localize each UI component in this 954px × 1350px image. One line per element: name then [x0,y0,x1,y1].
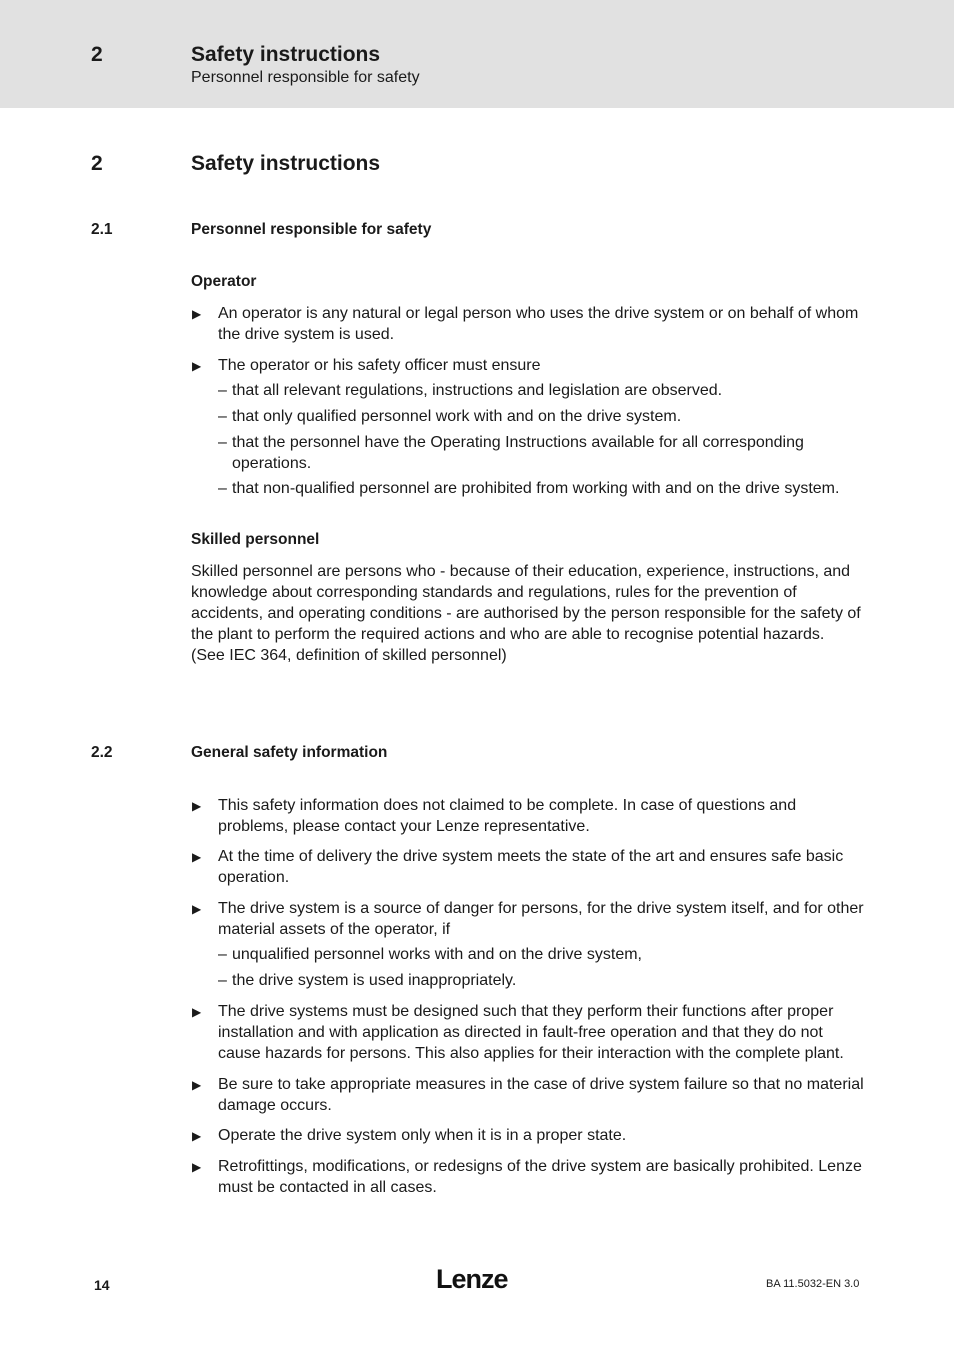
dash-item: – that all relevant regulations, instructions and legislation are observed. [218,382,723,399]
list-item: ▶ At the time of delivery the drive system meets the state of the art and ensures safe basic operation. [192,848,844,886]
header-chapter-number: 2 [91,43,103,66]
bullet-arrow-icon: ▶ [192,850,202,864]
bullet-arrow-icon: ▶ [192,902,202,916]
bullet-arrow-icon: ▶ [192,1160,202,1174]
dash-mark: – [218,480,227,497]
list-item: ▶ The drive systems must be designed such that they perform their functions after proper installation and with application as directed in fault-free operation and that they do not cause hazards for persons. This also applies for their interaction with the complete plant. [192,1003,844,1062]
dash-item: – that only qualified personnel work with and on the drive system. [218,408,682,425]
section-2-2-number: 2.2 [91,744,113,761]
reference-note: (See IEC 364, definition of skilled personnel) [191,647,507,664]
dash-item: – unqualified personnel works with and on the drive system, [218,946,642,963]
dash-mark: – [218,946,227,963]
skilled-personnel-heading: Skilled personnel [191,531,320,548]
section-2-2-title: General safety information [191,744,388,761]
list-item: ▶ Retrofittings, modifications, or redesigns of the drive system are basically prohibited. Lenze must be contacted in all cases. [192,1158,862,1196]
bullet-arrow-icon: ▶ [192,799,202,813]
dash-item: – that the personnel have the Operating Instructions available for all corresponding operations. [218,434,804,472]
dash-mark: – [218,382,227,399]
chapter-number: 2 [91,152,103,175]
dash-mark: – [218,434,227,451]
document-id: BA 11.5032-EN 3.0 [766,1278,860,1290]
list-item: ▶ An operator is any natural or legal person who uses the drive system or on behalf of whom the drive system is used. [192,305,859,343]
chapter-title: Safety instructions [191,152,381,175]
section-2-1-title: Personnel responsible for safety [191,221,432,238]
running-header [0,0,954,108]
page-number: 14 [94,1277,110,1293]
list-item: ▶ This safety information does not claimed to be complete. In case of questions and problems, please contact your Lenze representative. [192,797,797,835]
list-item: ▶ The drive system is a source of danger for persons, for the drive system itself, and for other material assets of the operator, if [192,900,864,938]
bullet-arrow-icon: ▶ [192,307,202,321]
list-item: ▶ The operator or his safety officer must ensure [191,355,866,376]
dash-item: – that non-qualified personnel are prohibited from working with and on the drive system. [218,480,840,497]
dash-mark: – [218,972,227,989]
bullet-arrow-icon: ▶ [192,1129,202,1143]
list-item: ▶ Be sure to take appropriate measures in the case of drive system failure so that no material damage occurs. [192,1076,864,1114]
dash-item: – the drive system is used inappropriately. [218,972,517,989]
header-section-subtitle: Personnel responsible for safety [191,69,420,86]
bullet-arrow-icon: ▶ [192,1005,202,1019]
general-safety-list [191,795,866,1198]
header-chapter-title: Safety instructions [191,43,381,66]
dash-mark: – [218,408,227,425]
paragraph: Skilled personnel are persons who - because of their education, experience, instructions, and knowledge about corresponding standards and regulations, rules for the prevention of accidents, and operating conditions - are authorised by the person responsible for the safety of the plant to perform the required actions and who are able to recognise potential hazards. [191,563,861,643]
operator-heading: Operator [191,273,257,290]
operator-list [191,303,866,499]
bullet-arrow-icon: ▶ [192,1078,202,1092]
list-item: ▶ Operate the drive system only when it is in a proper state. [191,1125,866,1146]
skilled-personnel-text [191,561,866,666]
lenze-logo: Lenze [436,1264,508,1294]
bullet-arrow-icon: ▶ [192,359,202,373]
section-2-1-number: 2.1 [91,221,113,238]
